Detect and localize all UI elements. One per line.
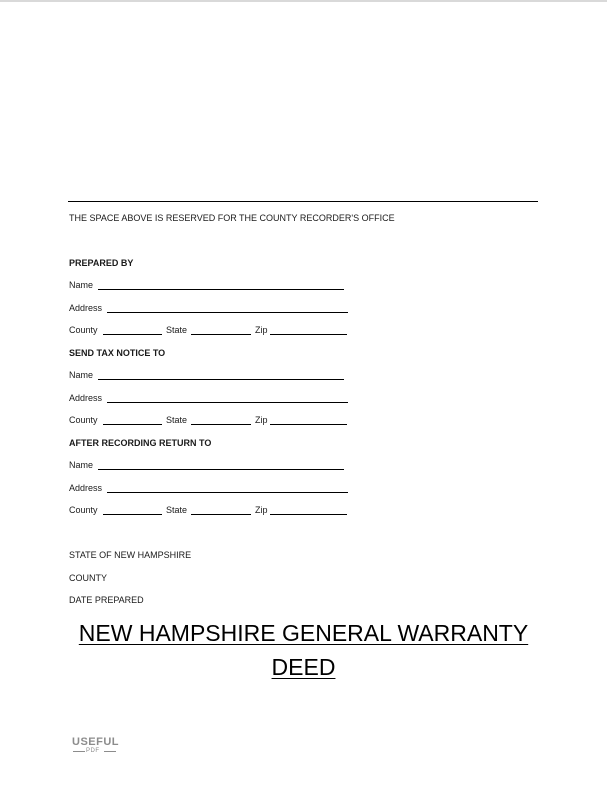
prepared-by-state-label: State	[166, 325, 188, 335]
prepared-by-name-field[interactable]	[98, 289, 344, 290]
county-line: COUNTY	[69, 573, 107, 583]
document-title-text-2: DEED	[271, 654, 336, 680]
return-to-state-label: State	[166, 505, 188, 515]
usefulpdf-logo	[72, 736, 120, 758]
tax-notice-address-field[interactable]	[107, 402, 348, 403]
section-heading-prepared-by: PREPARED BY	[69, 258, 134, 268]
section-heading-send-tax-notice: SEND TAX NOTICE TO	[69, 348, 166, 358]
return-to-name-label: Name	[69, 460, 94, 470]
tax-notice-county-label: County	[69, 415, 98, 425]
return-to-address-field[interactable]	[107, 492, 348, 493]
tax-notice-state-field[interactable]	[191, 424, 251, 425]
prepared-by-address-field[interactable]	[107, 312, 348, 313]
recorder-space-rule	[68, 201, 538, 202]
return-to-county-field[interactable]	[103, 514, 162, 515]
tax-notice-address-label: Address	[69, 393, 103, 403]
return-to-zip-label: Zip	[255, 505, 268, 515]
return-to-zip-field[interactable]	[270, 514, 347, 515]
logo-sub-text: PDF	[86, 748, 100, 754]
logo-bar-right	[104, 751, 116, 752]
prepared-by-zip-field[interactable]	[270, 334, 347, 335]
section-heading-after-recording: AFTER RECORDING RETURN TO	[69, 438, 212, 448]
prepared-by-state-field[interactable]	[191, 334, 251, 335]
document-title-text-1: NEW HAMPSHIRE GENERAL WARRANTY	[78, 620, 529, 646]
date-prepared-line: DATE PREPARED	[69, 595, 144, 605]
return-to-name-field[interactable]	[98, 469, 344, 470]
return-to-address-label: Address	[69, 483, 103, 493]
tax-notice-state-label: State	[166, 415, 188, 425]
logo-bar-left	[73, 751, 85, 752]
prepared-by-county-label: County	[69, 325, 98, 335]
document-title-line1	[40, 620, 567, 647]
tax-notice-name-label: Name	[69, 370, 94, 380]
return-to-state-field[interactable]	[191, 514, 251, 515]
tax-notice-zip-field[interactable]	[270, 424, 347, 425]
document-title-line2	[40, 654, 567, 681]
logo-main-text: USEFUL	[72, 736, 119, 748]
prepared-by-county-field[interactable]	[103, 334, 162, 335]
return-to-county-label: County	[69, 505, 98, 515]
prepared-by-zip-label: Zip	[255, 325, 268, 335]
tax-notice-zip-label: Zip	[255, 415, 268, 425]
tax-notice-county-field[interactable]	[103, 424, 162, 425]
tax-notice-name-field[interactable]	[98, 379, 344, 380]
state-line: STATE OF NEW HAMPSHIRE	[69, 550, 192, 560]
prepared-by-address-label: Address	[69, 303, 103, 313]
prepared-by-name-label: Name	[69, 280, 94, 290]
reserved-note: THE SPACE ABOVE IS RESERVED FOR THE COUNTY RECORDER'S OFFICE	[69, 213, 395, 223]
